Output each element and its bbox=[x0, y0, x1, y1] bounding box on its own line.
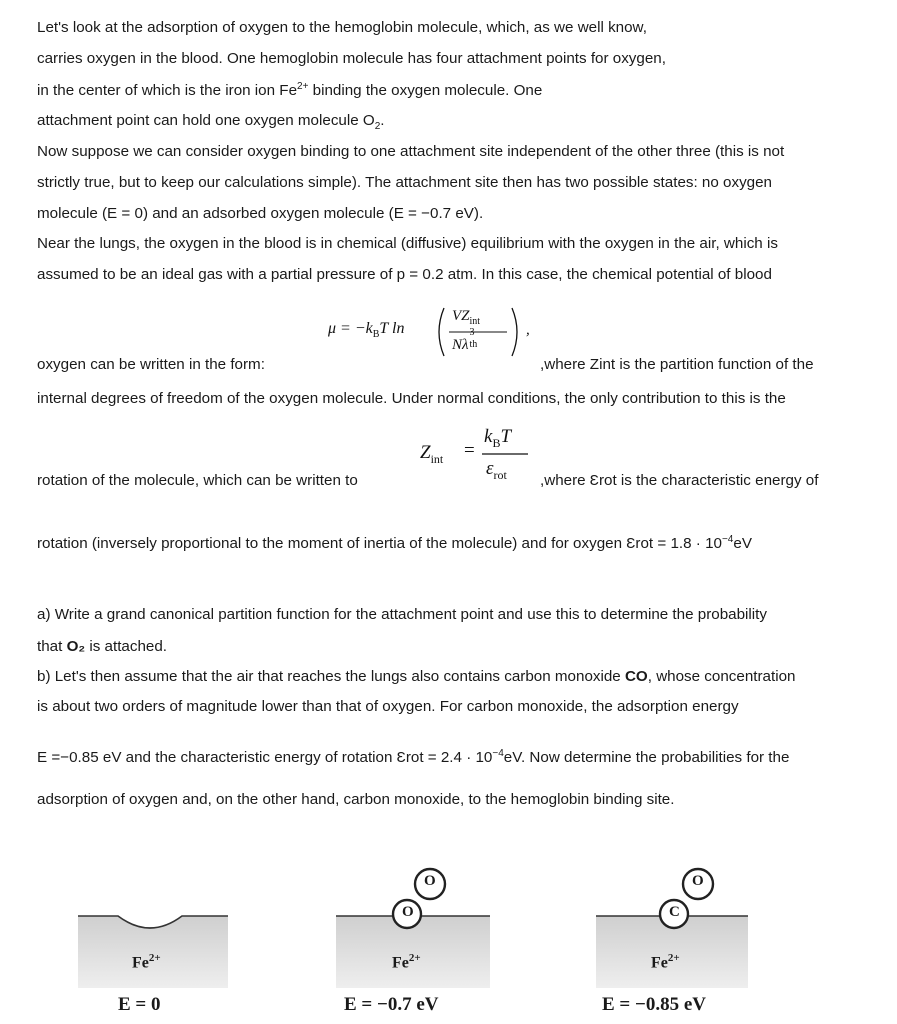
text-line: ,where Zint is the partition function of the bbox=[540, 356, 814, 373]
iron-ion-label: $Fe^{2+}$ bbox=[651, 952, 680, 972]
text-line: ,where Ɛrot is the characteristic energy of bbox=[540, 472, 819, 489]
carbon-atom-label: C bbox=[669, 904, 680, 920]
text-line: Near the lungs, the oxygen in the blood is in chemical (diffusive) equilibrium with the oxygen in the air, which is bbox=[37, 235, 778, 252]
text-line: internal degrees of freedom of the oxygen molecule. Under normal conditions, the only contribution to this is the bbox=[37, 390, 786, 407]
zint-equation bbox=[420, 426, 540, 486]
adsorption-figure bbox=[0, 840, 897, 1024]
text-line: oxygen can be written in the form: bbox=[37, 356, 265, 373]
text-line: strictly true, but to keep our calculations simple). The attachment site then has two possible states: no oxygen bbox=[37, 174, 773, 191]
eq2-numerator: $k_BT$ bbox=[484, 426, 512, 450]
oxygen-atom-label: O bbox=[402, 904, 414, 920]
question-b-cont: is about two orders of magnitude lower than that of oxygen. For carbon monoxide, the adsorption energy bbox=[37, 698, 739, 715]
question-a: a) Write a grand canonical partition function for the attachment point and use this to determine the probability bbox=[37, 606, 767, 623]
question-b-cont: E =−0.85 eV and the characteristic energy of rotation Ɛrot = $2.4 \cdot 10^{-4}eV$. Now determine the probabilities for the bbox=[37, 748, 790, 767]
oxygen-atom-label: O bbox=[692, 873, 704, 889]
question-b: b) Let's then assume that the air that reaches the lungs also contains carbon monoxide CO, whose concentration bbox=[37, 668, 796, 685]
question-b-cont: adsorption of oxygen and, on the other hand, carbon monoxide, to the hemoglobin binding site. bbox=[37, 791, 675, 808]
eq2-fraction-bar bbox=[482, 453, 528, 456]
iron-ion-label: $Fe^{2+}$ bbox=[132, 952, 161, 972]
eq2-equals: = bbox=[464, 440, 475, 461]
text-line: Now suppose we can consider oxygen binding to one attachment site independent of the other three (this is not bbox=[37, 143, 785, 160]
eq1-numerator: $VZ_{int}$ bbox=[452, 308, 481, 327]
eq1-fraction-parens bbox=[436, 306, 526, 358]
text-line: rotation (inversely proportional to the moment of inertia of the molecule) and for oxygen Ɛrot = $1.8 \cdot 10^{-4}eV$ bbox=[37, 534, 752, 553]
energy-label-empty: E = 0 bbox=[118, 994, 161, 1015]
text-line: carries oxygen in the blood. One hemoglobin molecule has four attachment points for oxygen, bbox=[37, 50, 666, 67]
energy-label-oxygen: E = −0.7 eV bbox=[344, 994, 439, 1015]
eq2-denominator: $\varepsilon_{rot}$ bbox=[486, 458, 507, 482]
iron-ion-label: $Fe^{2+}$ bbox=[392, 952, 421, 972]
eq2-lhs: $Z_{int}$ bbox=[420, 442, 444, 466]
eq1-lhs: $\mu = -k_BT$ ln bbox=[328, 320, 405, 341]
text-line: rotation of the molecule, which can be written to bbox=[37, 472, 358, 489]
chemical-potential-equation bbox=[328, 306, 528, 356]
text-line: in the center of which is the iron ion $Fe^{2+}$ binding the oxygen molecule. One bbox=[37, 81, 543, 100]
eq1-comma: , bbox=[526, 322, 530, 338]
eq1-denominator: Nλ 3 th bbox=[452, 327, 478, 353]
text-line: Let's look at the adsorption of oxygen to the hemoglobin molecule, which, as we well know, bbox=[37, 19, 647, 36]
text-line: attachment point can hold one oxygen molecule $O_2$. bbox=[37, 112, 385, 133]
oxygen-atom-label: O bbox=[424, 873, 436, 889]
text-line: molecule (E = 0) and an adsorbed oxygen molecule (E = −0.7 eV). bbox=[37, 205, 484, 222]
text-line: assumed to be an ideal gas with a partial pressure of p = 0.2 atm. In this case, the chemical potential of blood bbox=[37, 266, 772, 283]
question-a-cont: that O₂ is attached. bbox=[37, 638, 168, 655]
energy-label-co: E = −0.85 eV bbox=[602, 994, 706, 1015]
